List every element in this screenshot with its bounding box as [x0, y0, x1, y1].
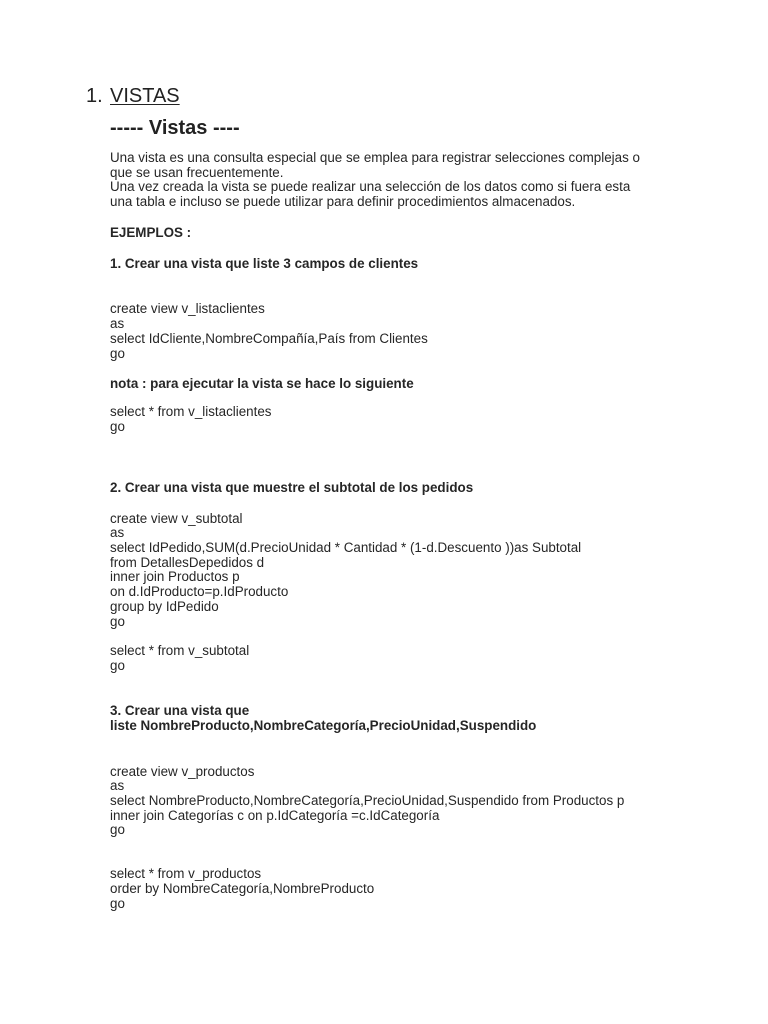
code-line: from DetallesDepedidos d: [110, 554, 265, 570]
code-line: select IdPedido,SUM(d.PrecioUnidad * Cantidad * (1-d.Descuento ))as Subtotal: [110, 540, 582, 555]
code-line: as: [110, 316, 125, 331]
code-line: select IdCliente,NombreCompañía,País from Clientes: [110, 330, 428, 346]
heading-number: 1.: [86, 85, 103, 107]
code-line: create view v_listaclientes: [110, 301, 265, 316]
code-line: go: [110, 657, 125, 673]
example-3-title: 3. Crear una vista que: [110, 703, 250, 718]
intro-line: Una vista es una consulta especial que se emplea para registrar selecciones complejas o: [110, 150, 640, 165]
code-line: select NombreProducto,NombreCategoría,PrecioUnidad,Suspendido from Productos p: [110, 793, 625, 808]
code-line: go: [110, 345, 125, 361]
code-line: as: [110, 778, 125, 793]
code-line: select * from v_listaclientes: [110, 404, 272, 419]
code-line: select * from v_productos: [110, 866, 262, 881]
example-2-title: 2. Crear una vista que muestre el subtotal de los pedidos: [110, 479, 474, 495]
intro-line: que se usan frecuentemente.: [110, 164, 284, 180]
code-line: group by IdPedido: [110, 598, 219, 614]
code-line: go: [110, 822, 125, 837]
code-line: order by NombreCategoría,NombreProducto: [110, 880, 375, 896]
code-line: go: [110, 613, 125, 629]
intro-line: Una vez creada la vista se puede realizar una selección de los datos como si fuera esta: [110, 179, 631, 194]
code-line: on d.IdProducto=p.IdProducto: [110, 584, 289, 599]
ejemplos-label: EJEMPLOS :: [110, 225, 192, 240]
section-subtitle: ----- Vistas ----: [110, 117, 240, 139]
code-line: create view v_productos: [110, 763, 255, 779]
code-line: select * from v_subtotal: [110, 642, 250, 658]
heading-title: VISTAS: [110, 85, 180, 107]
code-line: go: [110, 895, 125, 911]
intro-line: una tabla e incluso se puede utilizar para definir procedimientos almacenados.: [110, 193, 576, 209]
code-line: create view v_subtotal: [110, 510, 243, 526]
example-1-title: 1. Crear una vista que liste 3 campos de clientes: [110, 256, 419, 271]
code-line: inner join Productos p: [110, 569, 240, 584]
code-line: as: [110, 525, 125, 540]
example-3-title: liste NombreProducto,NombreCategoría,PrecioUnidad,Suspendido: [110, 717, 537, 733]
example-1-note: nota : para ejecutar la vista se hace lo siguiente: [110, 375, 414, 391]
code-line: inner join Categorías c on p.IdCategoría =c.IdCategoría: [110, 807, 440, 823]
code-line: go: [110, 419, 125, 434]
